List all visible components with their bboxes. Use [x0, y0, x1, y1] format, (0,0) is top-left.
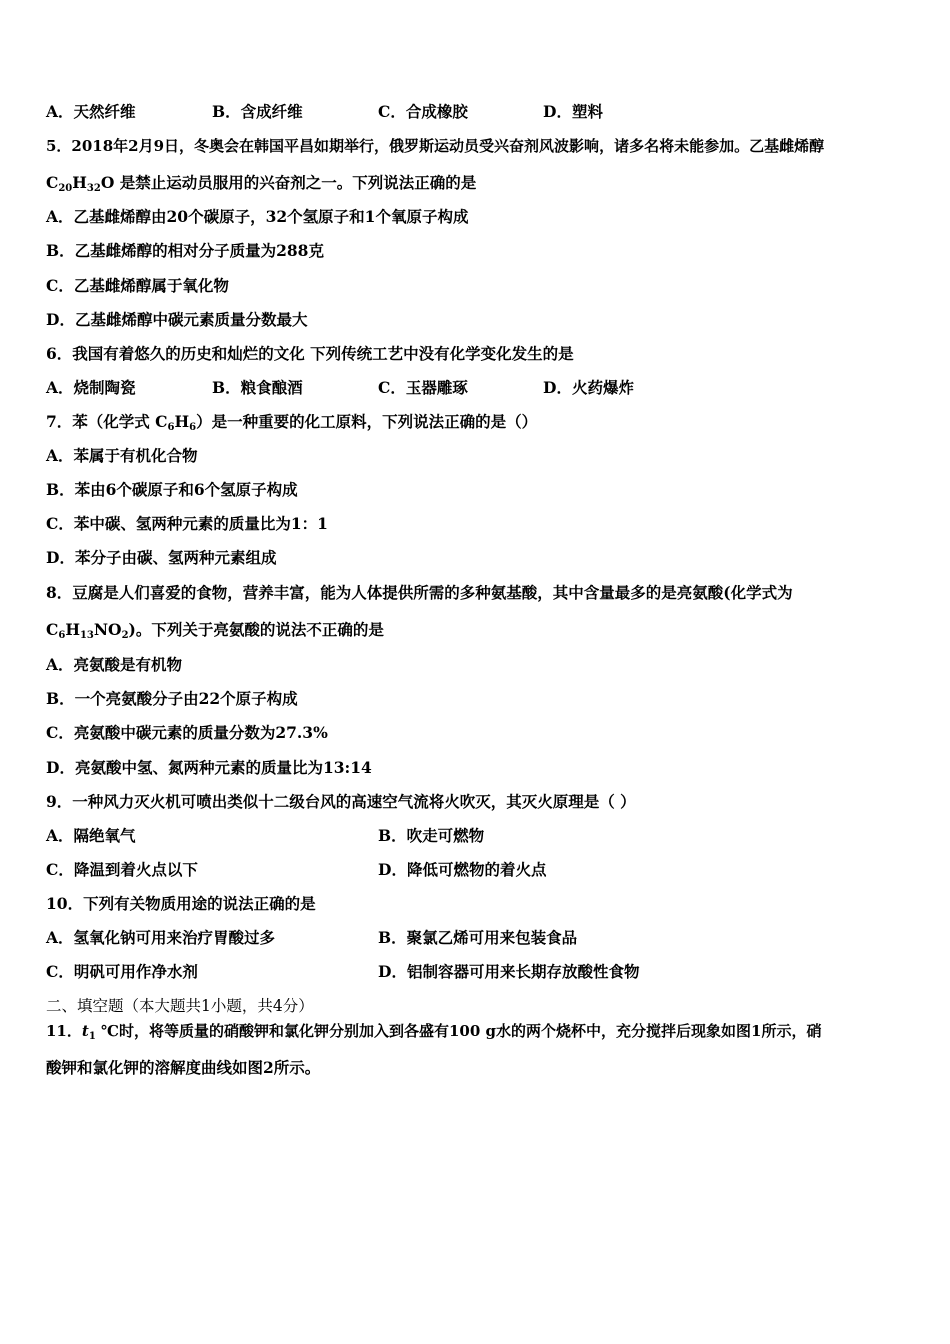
- q9-option-b: B．吹走可燃物: [378, 826, 485, 845]
- q7-stem: [46, 412, 537, 438]
- q6-stem: 6．我国有着悠久的历史和灿烂的文化 下列传统工艺中没有化学变化发生的是: [46, 344, 574, 363]
- q11-number: 11．: [46, 1022, 82, 1040]
- q10-option-a: A．氢氧化钠可用来治疗胃酸过多: [46, 928, 276, 947]
- q5-stem-line2: [46, 173, 476, 199]
- q5-stem-line2-rest: 是禁止运动员服用的兴奋剂之一。下列说法正确的是: [114, 173, 477, 192]
- q5-formula-h: H: [72, 173, 87, 192]
- section-title-fill-in: 二、填空题（本大题共1小题，共4分）: [46, 997, 314, 1015]
- q9-option-c: C．降温到着火点以下: [46, 860, 198, 879]
- q11-line2: 酸钾和氯化钾的溶解度曲线如图2所示。: [46, 1058, 321, 1077]
- q11-line1: [46, 1021, 821, 1047]
- q6-option-d: D．火药爆炸: [543, 378, 634, 397]
- q8-formula-no: NO: [93, 620, 122, 639]
- q4-option-b: B．含成纤维: [212, 102, 303, 121]
- q8-option-b: B．一个亮氨酸分子由22个原子构成: [46, 689, 298, 708]
- q5-formula-o: O: [100, 173, 115, 192]
- q10-option-b: B．聚氯乙烯可用来包装食品: [378, 928, 578, 947]
- q5-formula-c: C: [46, 173, 59, 192]
- q7-stem-post: ）是一种重要的化工原料，下列说法正确的是（）: [196, 412, 538, 431]
- q7-option-b: B．苯由6个碳原子和6个氢原子构成: [46, 480, 298, 499]
- q8-stem-line1: 8．豆腐是人们喜爱的食物，营养丰富，能为人体提供所需的多种氨基酸，其中含量最多的是亮氨酸(化学式为: [46, 583, 793, 602]
- q11-t: t: [81, 1022, 89, 1040]
- q5-formula-c-sub: 20: [58, 183, 73, 194]
- q8-formula-h-sub: 13: [79, 630, 94, 641]
- q7-formula-sub2: 6: [189, 422, 197, 433]
- q6-option-a: A．烧制陶瓷: [46, 378, 136, 397]
- q10-option-d: D．铝制容器可用来长期存放酸性食物: [378, 962, 640, 981]
- q7-option-c: C．苯中碳、氢两种元素的质量比为1：1: [46, 514, 328, 533]
- q5-formula-h-sub: 32: [86, 183, 101, 194]
- q10-stem: 10．下列有关物质用途的说法正确的是: [46, 894, 316, 913]
- q6-option-c: C．玉器雕琢: [378, 378, 468, 397]
- q5-option-b: B．乙基雌烯醇的相对分子质量为288克: [46, 241, 324, 260]
- q7-formula-h: H: [174, 412, 190, 431]
- q7-formula-sub1: 6: [167, 422, 175, 433]
- q5-option-a: A．乙基雌烯醇由20个碳原子，32个氢原子和1个氧原子构成: [46, 207, 469, 226]
- q7-option-d: D．苯分子由碳、氢两种元素组成: [46, 548, 277, 567]
- q8-option-d: D．亮氨酸中氢、氮两种元素的质量比为13:14: [46, 758, 372, 777]
- q8-option-c: C．亮氨酸中碳元素的质量分数为27.3%: [46, 723, 328, 742]
- q7-option-a: A．苯属于有机化合物: [46, 446, 198, 465]
- q5-option-d: D．乙基雌烯醇中碳元素质量分数最大: [46, 310, 308, 329]
- q8-formula-c: C: [46, 620, 59, 639]
- q11-line1-rest: ℃时，将等质量的硝酸钾和氯化钾分别加入到各盛有100 g水的两个烧杯中，充分搅拌后现象如图1所示，硝: [95, 1022, 822, 1040]
- q8-stem-line2-rest: )。下列关于亮氨酸的说法不正确的是: [128, 620, 384, 639]
- q5-stem-line1: 5．2018年2月9日，冬奥会在韩国平昌如期举行，俄罗斯运动员受兴奋剂风波影响，诸多名将未能参加。乙基雌烯醇: [46, 137, 825, 155]
- q6-option-b: B．粮食酿酒: [212, 378, 303, 397]
- q5-option-c: C．乙基雌烯醇属于氧化物: [46, 276, 229, 295]
- q4-option-d: D．塑料: [543, 102, 603, 121]
- q8-formula-h: H: [65, 620, 80, 639]
- q4-option-a: A．天然纤维: [46, 102, 136, 121]
- q9-option-a: A．隔绝氧气: [46, 826, 136, 845]
- q9-option-d: D．降低可燃物的着火点: [378, 860, 547, 879]
- q4-option-c: C．合成橡胶: [378, 102, 468, 121]
- q8-formula-no-sub: 2: [121, 630, 129, 641]
- q10-option-c: C．明矾可用作净水剂: [46, 962, 198, 981]
- q9-stem: 9．一种风力灭火机可喷出类似十二级台风的高速空气流将火吹灭，其灭火原理是（ ）: [46, 792, 636, 811]
- q8-stem-line2: [46, 620, 384, 646]
- q11-t-sub: 1: [88, 1031, 96, 1042]
- q8-formula-c-sub: 6: [58, 630, 66, 641]
- q7-stem-pre: 7．苯（化学式 C: [46, 412, 168, 431]
- q8-option-a: A．亮氨酸是有机物: [46, 655, 183, 674]
